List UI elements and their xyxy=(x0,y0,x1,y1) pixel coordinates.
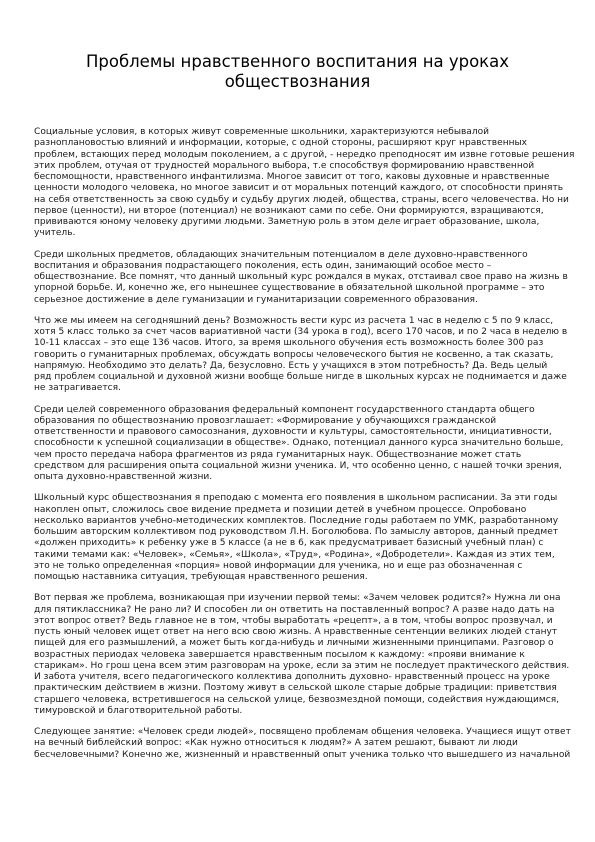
paragraph-line: Среди целей современного образования федеральный компонент государственного стандарта общего xyxy=(34,404,535,415)
paragraph-line: говорить о гуманитарных проблемах, обсуждать вопросы человеческого бытия не косвенно, а так сказать, xyxy=(34,349,554,360)
paragraph-line: старшего человека, встретившегося на сельской улице, безвозмездной помощи, содействия нуждающимся, xyxy=(34,694,560,705)
title-line: обществознания xyxy=(224,72,371,91)
paragraph-line: не затрагивается. xyxy=(34,383,121,394)
paragraph-line: 10-11 классах – это еще 136 часов. Итого, за время школьного обучения есть возможность более 300 раз xyxy=(34,338,544,349)
body-paragraph xyxy=(34,404,564,484)
paragraph-line: упорной борьбе. И, конечно же, его нынешнее существование в обязательной школьной программе – это xyxy=(34,283,545,294)
paragraph-line: напрямую. Необходимо это делать? Да, безусловно. Есть у учащихся в этом потребность? Да. Ведь целый xyxy=(34,360,548,371)
paragraph-line: этих проблем, отучая от трудностей морального выбора, т.е способствуя формированию нравственной xyxy=(34,160,535,171)
paragraph-line: на вечный библейский вопрос: «Как нужно относиться к людям?» А затем решают, бывают ли люди xyxy=(34,738,518,749)
body-paragraph xyxy=(34,249,568,306)
paragraph-line: Социальные условия, в которых живут современные школьники, характеризуются небывалой xyxy=(34,127,490,137)
paragraph-line: для пятиклассника? Не рано ли? И способен ли он ответить на поставленный вопрос? А разве надо дать на xyxy=(34,604,555,615)
paragraph-line: Школьный курс обществознания я преподаю с момента его появления в школьном расписании. За эти годы xyxy=(34,493,558,504)
paragraph-line: разноплановостью влияний и информации, которые, с одной стороны, расширяют круг нравственных xyxy=(34,138,528,149)
document-body xyxy=(34,127,575,771)
paragraph-line: серьезное достижение в деле гуманизации и гуманитаризации современного образования. xyxy=(34,294,478,305)
paragraph-line: воспитания и образования подрастающего поколения, есть один, занимающий особое место – xyxy=(34,260,492,271)
paragraph-line: чем просто передача набора фрагментов из ряда гуманитарных наук. Обществознание может стать xyxy=(34,449,522,460)
paragraph-line: учитель. xyxy=(34,228,76,239)
paragraph-line: образования по обществознанию провозглашает: «Формирование у обучающихся гражданской xyxy=(34,415,497,426)
paragraph-line: «должен приходить» к ребенку уже в 5 классе (а не в 6, как предусматривает базисный учебный план) с xyxy=(34,538,544,549)
paragraph-line: Среди школьных предметов, обладающих значительным потенциалом в деле духовно-нравственного xyxy=(34,249,528,260)
paragraph-line: средством для расширения опыта социальной жизни ученика. И, что особенно ценно, с нашей точки зрения, xyxy=(34,460,562,471)
paragraph-line: это не только определенная «порция» новой информации для ученика, но и еще раз обозначенная с xyxy=(34,560,523,571)
body-paragraph xyxy=(34,727,571,761)
paragraph-line: тимуровской и благотворительной работы. xyxy=(34,705,243,716)
paragraph-line: большим авторским коллективом под руководством Л.Н. Боголюбова. По замыслу авторов, данный предмет xyxy=(34,527,559,537)
paragraph-line: возрастных периодах человека завершается нравственным посылом к каждому: «прояви внимание к xyxy=(34,649,525,660)
paragraph-line: практическим действием в жизни. Поэтому живут в сельской школе старые добрые традиции: приветствия xyxy=(34,683,557,694)
paragraph-line: пусть юный человек ищет ответ на него всю свою жизнь. А нравственные сентенции великих людей станут xyxy=(34,627,558,637)
paragraph-line: такими темами как: «Человек», «Семья», «Школа», «Труд», «Родина», «Добродетели». Каждая из этих тем, xyxy=(34,549,555,560)
paragraph-line: бесчеловечными? Конечно же, жизненный и нравственный опыт ученика только что вышедшего из начальной xyxy=(34,749,571,760)
paragraph-line: на себя ответственность за свою судьбу и судьбу других людей, общества, страны, всего человечества. Но ни xyxy=(34,194,569,205)
paragraph-line: Следующее занятие: «Человек среди людей», посвящено проблемам общения человека. Учащиеся ищут ответ xyxy=(34,727,571,737)
paragraph-line: обществознание. Все помнят, что данный школьный курс рождался в муках, отстаивал свое право на жизнь в xyxy=(34,272,568,282)
paragraph-line: хотя 5 класс только за счет часов вариативной части (34 урока в год), всего 170 часов, и по 2 часа в неделю в xyxy=(34,327,568,337)
paragraph-line: ценности молодого человека, но многое зависит и от моральных потенций каждого, от способности принять xyxy=(34,183,564,194)
paragraph-line: ряд проблем социальной и духовной жизни вообще больше нигде в школьных курсах не поднимается и даже xyxy=(34,372,567,382)
paragraph-line: прививаются юному человеку другими людьми. Заметную роль в этом деле играет образование, школа, xyxy=(34,217,540,227)
paragraph-line: Вот первая же проблема, возникающая при изучении первой темы: «Зачем человек родится?» Нужна ли она xyxy=(34,593,561,604)
paragraph-line: И забота учителя, всего педагогического коллектива дополнить духовно- нравственный процесс на уроке xyxy=(34,672,550,682)
document-title xyxy=(60,52,535,92)
paragraph-line: проблем, встающих перед молодым поколением, а с другой, - нередко преподносят им извне готовые решения xyxy=(34,149,575,160)
paragraph-line: несколько вариантов учебно-методических комплектов. Последние годы работаем по УМК, разработанному xyxy=(34,515,559,526)
body-paragraph xyxy=(34,493,560,583)
title-line: Проблемы нравственного воспитания на уроках xyxy=(85,52,510,71)
paragraph-line: помощью наставника ситуация, требующая нравственного решения. xyxy=(34,572,368,582)
paragraph-line: пищей для его размышлений, а может быть когда-нибудь и личными жизненными принципами. Разговор о xyxy=(34,638,554,649)
paragraph-line: накоплен опыт, сложилось свое видение предмета и позиции детей в учебном процессе. Опробовано xyxy=(34,504,527,515)
paragraph-line: старикам». Но грош цена всем этим разговорам на уроке, если за этим не последует практического действия. xyxy=(34,660,570,671)
paragraph-line: первое (ценности), ни второе (потенциал) не возникают сами по себе. Они формируются, взращиваются, xyxy=(34,205,544,216)
body-paragraph xyxy=(34,315,568,395)
paragraph-line: опыта духовно-нравственной жизни. xyxy=(34,472,213,482)
paragraph-line: Что же мы имеем на сегодняшний день? Возможность вести курс из расчета 1 час в неделю с 5 по 9 класс, xyxy=(34,315,554,326)
paragraph-line: беспомощности, нравственного инфантилизма. Многое зависит от того, каковы духовные и нравственные xyxy=(34,172,550,182)
body-paragraph xyxy=(34,593,570,717)
body-paragraph xyxy=(34,127,575,240)
paragraph-line: ответственности и правового самосознания, духовности и культуры, самостоятельности, инициативности, xyxy=(34,427,552,437)
paragraph-line: этот вопрос ответ? Ведь главное не в том, чтобы выработать «рецепт», а в том, чтобы вопрос прозвучал, и xyxy=(34,615,553,626)
paragraph-line: способности к успешной социализации в обществе». Однако, потенциал данного курса значительно больше, xyxy=(34,438,564,449)
